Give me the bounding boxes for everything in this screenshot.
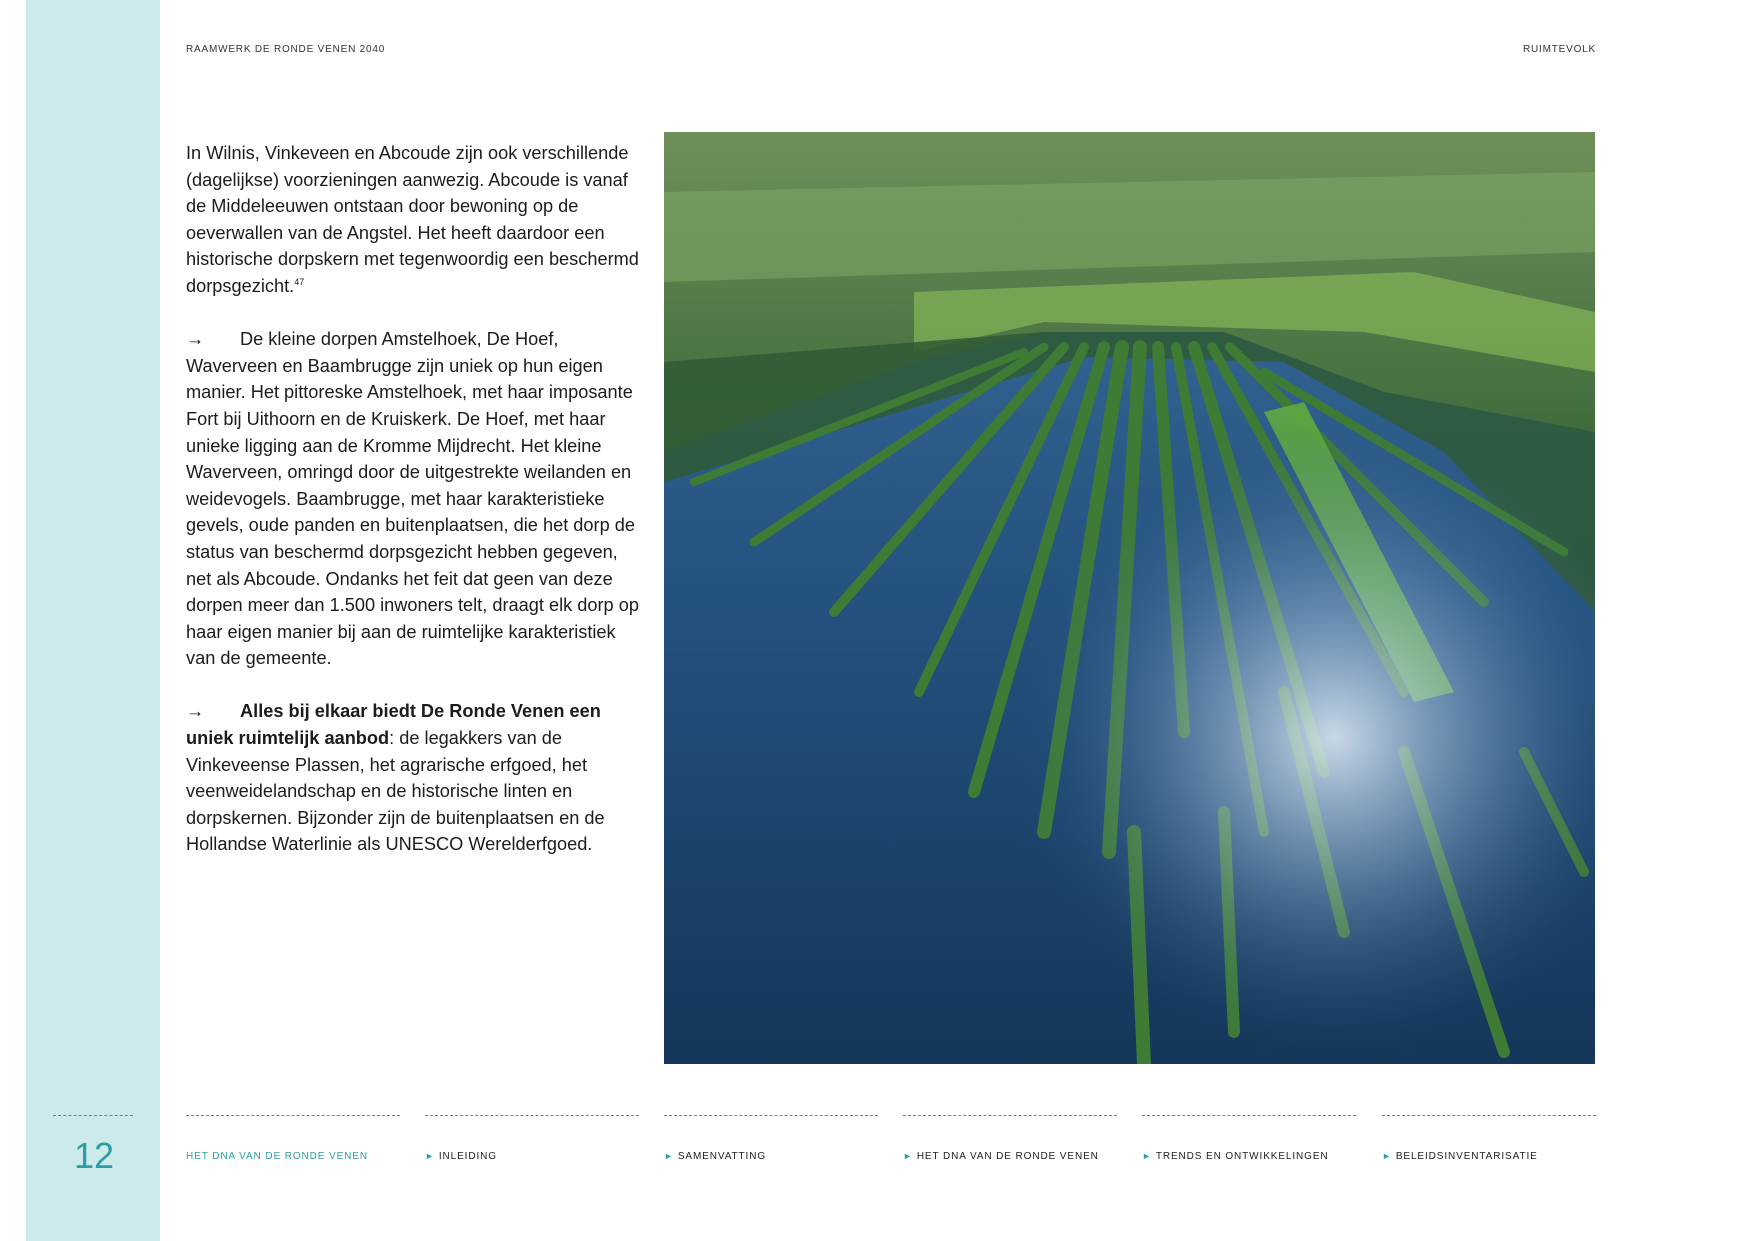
nav-divider xyxy=(903,1115,1117,1116)
triangle-right-icon: ► xyxy=(903,1151,913,1161)
aerial-photo-illustration xyxy=(664,132,1595,1064)
nav-divider xyxy=(186,1115,400,1116)
nav-item-samenvatting[interactable] xyxy=(664,1115,878,1162)
nav-label-text: INLEIDING xyxy=(438,1151,497,1162)
nav-label xyxy=(664,1151,766,1162)
footer-navigation xyxy=(186,1115,1596,1162)
triangle-right-icon: ► xyxy=(425,1151,435,1161)
body-text xyxy=(186,140,640,885)
arrow-icon: → xyxy=(186,329,205,350)
paragraph-1-text: In Wilnis, Vinkeveen en Abcoude zijn ook verschillende (dagelijkse) voorzieningen aanwezig. Abcoude is vanaf de Middeleeuwen ontstaan door bewoning op de oeverwallen van de Angstel. Het heeft daardoor een historische dorpskern met tegenwoordig een beschermd dorpsgezicht. xyxy=(186,143,639,296)
nav-label-text: BELEIDSINVENTARISATIE xyxy=(1395,1151,1538,1162)
nav-divider xyxy=(1382,1115,1596,1116)
triangle-right-icon: ► xyxy=(664,1151,674,1161)
paragraph-1 xyxy=(186,140,640,300)
nav-label xyxy=(1382,1151,1538,1162)
nav-label-text: HET DNA VAN DE RONDE VENEN xyxy=(186,1151,368,1162)
nav-item-het-dna[interactable] xyxy=(903,1115,1117,1162)
page-number: 12 xyxy=(74,1135,115,1176)
document-title-header: RAAMWERK DE RONDE VENEN 2040 xyxy=(186,44,386,55)
side-divider xyxy=(53,1115,133,1116)
nav-item-trends[interactable] xyxy=(1142,1115,1356,1162)
aerial-photo xyxy=(664,132,1595,1064)
paragraph-3-emphasis: Alles bij elkaar biedt De Ronde Venen een uniek ruimtelijk aanbod xyxy=(186,701,601,749)
nav-item-beleidsinventarisatie[interactable] xyxy=(1382,1115,1596,1162)
arrow-icon: → xyxy=(186,701,205,722)
nav-label xyxy=(425,1151,497,1162)
nav-label-text: HET DNA VAN DE RONDE VENEN xyxy=(916,1151,1099,1162)
nav-divider xyxy=(664,1115,878,1116)
side-band xyxy=(26,0,160,1241)
footnote-ref[interactable]: 47 xyxy=(294,276,305,287)
paragraph-3-text: : de legakkers van de Vinkeveense Plassen, het agrarische erfgoed, het veenweidelandschap en de historische linten en dorpskernen. Bijzonder zijn de buitenplaatsen en de Hollandse Waterlinie als UNESCO Werelderfgoed. xyxy=(186,728,605,855)
nav-label xyxy=(1142,1151,1329,1162)
nav-label xyxy=(903,1151,1099,1162)
triangle-right-icon: ► xyxy=(1142,1151,1152,1161)
nav-label xyxy=(186,1151,368,1162)
nav-label-text: SAMENVATTING xyxy=(677,1151,767,1162)
nav-item-inleiding[interactable] xyxy=(425,1115,639,1162)
paragraph-3 xyxy=(186,698,640,858)
paragraph-2 xyxy=(186,326,640,672)
nav-divider xyxy=(425,1115,639,1116)
nav-divider xyxy=(1142,1115,1356,1116)
publisher-header: RUIMTEVOLK xyxy=(1522,44,1596,55)
triangle-right-icon: ► xyxy=(1382,1151,1392,1161)
nav-item-current-section[interactable] xyxy=(186,1115,400,1162)
paragraph-2-text: De kleine dorpen Amstelhoek, De Hoef, Waverveen en Baambrugge zijn uniek op hun eigen manier. Het pittoreske Amstelhoek, met haar imposante Fort bij Uithoorn en de Kruiskerk. De Hoef, met haar unieke ligging aan de Kromme Mijdrecht. Het kleine Waverveen, omringd door de uitgestrekte weilanden en weidevogels. Baambrugge, met haar karakteristieke gevels, oude panden en buitenplaatsen, die het dorp de status van beschermd dorpsgezicht hebben gegeven, net als Abcoude. Ondanks het feit dat geen van deze dorpen meer dan 1.500 inwoners telt, draagt elk dorp op haar eigen manier bij aan de ruimtelijke karakteristiek van de gemeente. xyxy=(186,329,639,669)
nav-label-text: TRENDS EN ONTWIKKELINGEN xyxy=(1155,1151,1329,1162)
